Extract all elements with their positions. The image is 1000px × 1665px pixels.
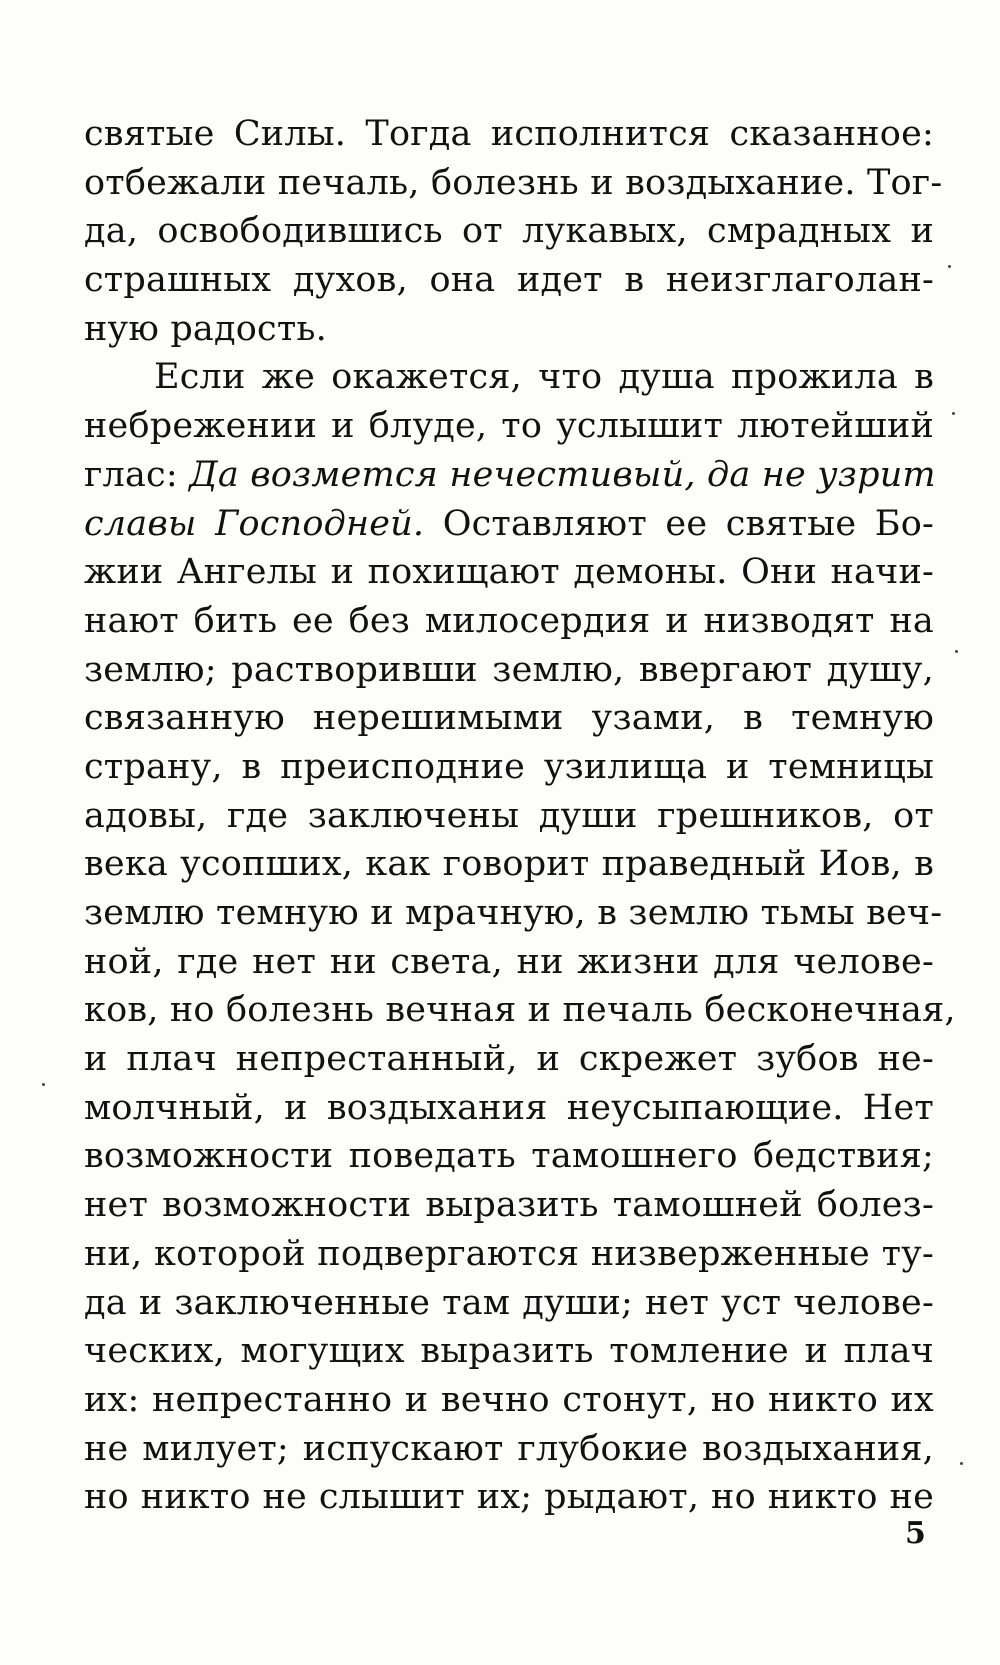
text-line: ной, где нет ни света, ни жизни для челове- xyxy=(84,941,934,982)
text-line: да и заключенные там души; нет уст челове- xyxy=(84,1282,934,1323)
text-line: страну, в преисподние узилища и темницы xyxy=(84,746,934,787)
text-line: страшных духов, она идет в неизглаголан- xyxy=(84,260,934,301)
text-line: отбежали печаль, болезнь и воздыхание. Тог- xyxy=(84,162,943,203)
text-line: землю; растворивши землю, ввергают душу, xyxy=(84,649,934,690)
scan-speck xyxy=(960,1462,963,1465)
text-segment: глас: xyxy=(84,454,190,495)
text-line: связанную нерешимыми узами, в темную xyxy=(84,698,934,739)
text-line: не милует; испускают глубокие воздыхания, xyxy=(84,1428,934,1469)
scan-speck xyxy=(955,650,958,653)
text-line: ни, которой подвергаются низверженные ту- xyxy=(84,1233,934,1274)
text-line: святые Силы. Тогда исполнится сказанное: xyxy=(84,114,934,154)
scan-speck xyxy=(948,265,951,268)
text-line: века усопших, как говорит праведный Иов, в xyxy=(84,844,934,885)
text-line: их: непрестанно и вечно стонут, но никто их xyxy=(84,1379,934,1420)
text-line: Если же окажется, что душа прожила в xyxy=(154,357,934,398)
text-line: землю темную и мрачную, в землю тьмы веч- xyxy=(84,893,943,933)
text-line: возможности поведать тамошнего бедствия; xyxy=(84,1136,934,1177)
text-line: жии Ангелы и похищают демоны. Они начи- xyxy=(84,552,934,593)
text-line: ческих, могущих выразить томление и плач xyxy=(84,1331,934,1372)
text-line xyxy=(84,500,934,549)
text-line: небрежении и блуде, то услышит лютейший xyxy=(84,406,934,447)
text-line: нет возможности выразить тамошней болез- xyxy=(84,1185,934,1226)
text-segment: Оставляют ее святые Бо- xyxy=(424,503,934,544)
body-text xyxy=(84,110,956,1522)
scan-speck xyxy=(42,1083,45,1086)
quote-text: славы Господней. xyxy=(84,503,425,544)
text-line: ков, но болезнь вечная и печаль бесконечная, xyxy=(84,990,956,1031)
quote-text: Да возмется нечестивый, да не узрит xyxy=(189,454,936,495)
text-line: адовы, где заключены души грешников, от xyxy=(84,795,934,836)
text-line: нают бить ее без милосердия и низводят на xyxy=(84,600,934,641)
text-line: молчный, и воздыхания неусыпающие. Нет xyxy=(84,1087,934,1128)
text-line xyxy=(84,451,934,500)
text-line: ную радость. xyxy=(84,308,327,349)
text-line: но никто не слышит их; рыдают, но никто не xyxy=(84,1477,934,1518)
text-line: да, освободившись от лукавых, смрадных и xyxy=(84,211,934,252)
page-number: 5 xyxy=(905,1516,926,1551)
text-line: и плач непрестанный, и скрежет зубов не- xyxy=(84,1039,934,1080)
scan-speck xyxy=(952,412,955,415)
